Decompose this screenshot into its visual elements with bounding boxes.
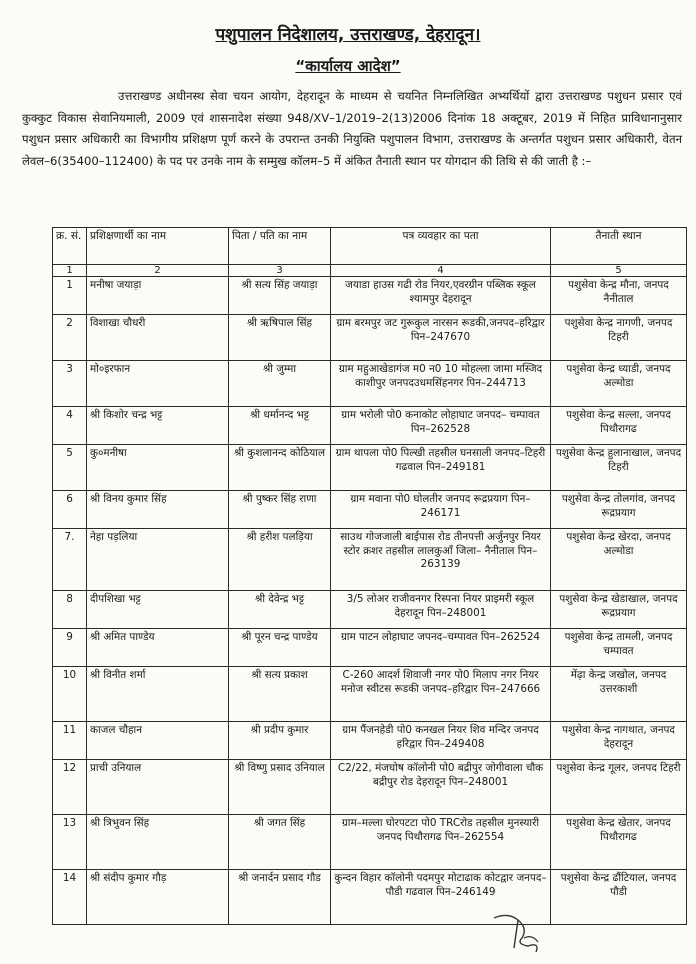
father-name: श्री ऋषिपाल सिंह	[229, 315, 331, 361]
header-serial: क्र. सं.	[53, 228, 87, 265]
father-name: श्री विष्णु प्रसाद उनियाल	[229, 760, 331, 815]
trainee-name: श्री विनीत शर्मा	[87, 667, 229, 722]
father-name: श्री पुष्कर सिंह राणा	[229, 491, 331, 529]
father-name: श्री कुशलानन्द कोठियाल	[229, 445, 331, 491]
column-number: 5	[551, 265, 687, 277]
order-title: “कार्यालय आदेश”	[295, 57, 401, 75]
row-serial: 9	[53, 629, 87, 667]
table-row	[53, 361, 687, 407]
posting-place: मेंढ़ा केन्द्र जखोल, जनपद उत्तरकाशी	[551, 667, 687, 722]
correspondence-address: ग्राम पैंजनहेडी पो0 कनखल नियर शिव मन्दिर जनपद हरिद्वार पिन–249408	[331, 722, 551, 760]
correspondence-address: ग्राम भरोली पो0 कनाकोट लोहाघाट जनपद– चम्पावत पिन–262528	[331, 407, 551, 445]
posting-place: पशुसेवा केन्द्र खेतार, जनपद पिथौरागढ	[551, 815, 687, 870]
table-row	[53, 722, 687, 760]
father-name: श्री धर्मानन्द भट्ट	[229, 407, 331, 445]
row-serial: 12	[53, 760, 87, 815]
posting-place: पशुसेवा केन्द्र मौना, जनपद नैनीताल	[551, 277, 687, 315]
posting-place: पशुसेवा केन्द्र नागणी, जनपद टिहरी	[551, 315, 687, 361]
row-serial: 8	[53, 591, 87, 629]
trainee-name: दीपशिखा भट्ट	[87, 591, 229, 629]
correspondence-address: ग्राम बरमपुर जट गुरूकुल नारसन रूडकी,जनपद–हरिद्वार पिन–247670	[331, 315, 551, 361]
father-name: श्री प्रदीप कुमार	[229, 722, 331, 760]
posting-place: पशुसेवा केन्द्र खेरदा, जनपद अल्मोडा	[551, 529, 687, 591]
intro-paragraph: उत्तराखण्ड अधीनस्थ सेवा चयन आयोग, देहरादून के माध्यम से चयनित निम्नलिखित अभ्यर्थियों द्वारा उत्तराखण्ड पशुधन प्रसार एवं कुक्कुट विकास सेवानियमाली, 2009 एवं शासनादेश संख्या 948/XV–1/2019–2(13)2006 दिनांक 18 अक्टूबर, 2019 में निहित प्राविधानानुसार पशुधन प्रसार अधिकारी का विभागीय प्रशिक्षण पूर्ण करने के उपरान्त उनकी नियुक्ति पशुपालन विभाग, उत्तराखण्ड के अन्तर्गत पशुधन प्रसार अधिकारी, वेतन लेवल–6(35400–112400) के पद पर उनके नाम के सम्मुख कॉलम–5 में अंकित तैनाती स्थान पर योगदान की तिथि से की जाती है :–	[22, 89, 682, 168]
column-number: 4	[331, 265, 551, 277]
trainee-name: श्री किशोर चन्द्र भट्ट	[87, 407, 229, 445]
posting-place: पशुसेवा केन्द्र गूलर, जनपद टिहरी	[551, 760, 687, 815]
posting-place: पशुसेवा केन्द्र नागथात, जनपद देहरादून	[551, 722, 687, 760]
table-row	[53, 445, 687, 491]
posting-place: पशुसेवा केन्द्र ढौंटियाल, जनपद पौडी	[551, 870, 687, 925]
correspondence-address: 3/5 लोअर राजीवनगर रिस्पना नियर प्राइमरी स्कूल देहरादून पिन–248001	[331, 591, 551, 629]
row-serial: 1	[53, 277, 87, 315]
row-serial: 7.	[53, 529, 87, 591]
row-serial: 11	[53, 722, 87, 760]
posting-place: पशुसेवा केन्द्र तोलगांव, जनपद रूद्रप्रयाग	[551, 491, 687, 529]
column-number: 1	[53, 265, 87, 277]
correspondence-address: जयाडा हाउस गढी रोड नियर,एवरग्रीन पब्लिक स्कूल श्यामपुर देहरादून	[331, 277, 551, 315]
trainee-name: प्राची उनियाल	[87, 760, 229, 815]
correspondence-address: ग्राम पाटन लोहाघाट जपनद–चम्पावत पिन–262524	[331, 629, 551, 667]
table-row	[53, 407, 687, 445]
signature-mark	[488, 908, 548, 958]
father-name: श्री हरीश पलड़िया	[229, 529, 331, 591]
father-name: श्री सत्य सिंह जयाड़ा	[229, 277, 331, 315]
correspondence-address: ग्राम महुआखेडागंज म0 न0 10 मोहल्ला जामा मस्जिद काशीपुर जनपदउधमसिंहनगर पिन–244713	[331, 361, 551, 407]
header-address: पत्र व्यवहार का पता	[331, 228, 551, 265]
table-row	[53, 629, 687, 667]
trainee-name: विशाखा चौधरी	[87, 315, 229, 361]
posting-place: पशुसेवा केन्द्र तामली, जनपद चम्पावत	[551, 629, 687, 667]
trainee-name: कु०मनीषा	[87, 445, 229, 491]
row-serial: 5	[53, 445, 87, 491]
table-row	[53, 667, 687, 722]
row-serial: 14	[53, 870, 87, 925]
correspondence-address: C-260 आदर्श शिवाजी नगर पो0 मिलाप नगर नियर मनोज स्वीटस रूडकी जनपद–हरिद्वार पिन–247666	[331, 667, 551, 722]
posting-place: पशुसेवा केन्द्र हुलानाखाल, जनपद टिहरी	[551, 445, 687, 491]
trainee-name: नेहा पड़लिया	[87, 529, 229, 591]
correspondence-address: ग्राम मवाना पो0 घोलतीर जनपद रूद्रप्रयाग पिन–246171	[331, 491, 551, 529]
table-row	[53, 491, 687, 529]
trainee-name: श्री अमित पाण्डेय	[87, 629, 229, 667]
row-serial: 6	[53, 491, 87, 529]
posting-place: पशुसेवा केन्द्र खेडाखाल, जनपद रूद्रप्रयाग	[551, 591, 687, 629]
table-row	[53, 870, 687, 925]
father-name: श्री सत्य प्रकाश	[229, 667, 331, 722]
trainee-name: श्री संदीप कुमार गौड़	[87, 870, 229, 925]
row-serial: 3	[53, 361, 87, 407]
father-name: श्री जनार्दन प्रसाद गौड	[229, 870, 331, 925]
table-row	[53, 529, 687, 591]
correspondence-address: कुन्दन विहार कॉलोनी पदमपुर मोटाढाक कोटद्वार जनपद–पौडी गढवाल पिन–246149	[331, 870, 551, 925]
father-name: श्री देवेन्द्र भट्ट	[229, 591, 331, 629]
father-name: श्री जुम्मा	[229, 361, 331, 407]
column-number-row	[53, 265, 687, 277]
trainee-name: मो०इरफान	[87, 361, 229, 407]
trainee-name: मनीषा जयाड़ा	[87, 277, 229, 315]
table-row	[53, 277, 687, 315]
column-number: 2	[87, 265, 229, 277]
row-serial: 4	[53, 407, 87, 445]
office-title: पशुपालन निदेशालय, उत्तराखण्ड, देहरादून।	[215, 25, 481, 45]
trainee-name: श्री त्रिभुवन सिंह	[87, 815, 229, 870]
correspondence-address: C2/22, मंजघोष कॉलोनी पो0 बद्रीपुर जोगीवाला चौक बद्रीपुर रोड देहरादून पिन–248001	[331, 760, 551, 815]
posting-place: पशुसेवा केन्द्र सल्ला, जनपद पिथौरागढ	[551, 407, 687, 445]
table-header-row	[53, 228, 687, 265]
column-number: 3	[229, 265, 331, 277]
appointment-table	[52, 227, 687, 925]
header-name: प्रशिक्षणार्थी का नाम	[87, 228, 229, 265]
correspondence-address: साउथ गोजजाली बाईपास रोड तीनपत्ती अर्जुनपुर नियर स्टोर क्रशर तहसील लालकुआँ जिला– नैनीताल पिन–263139	[331, 529, 551, 591]
table-row	[53, 815, 687, 870]
correspondence-address: ग्राम थापला पो0 पिल्खी तहसील घनसाली जनपद–टिहरी गढवाल पिन–249181	[331, 445, 551, 491]
posting-place: पशुसेवा केन्द्र ध्याडी, जनपद अल्मोडा	[551, 361, 687, 407]
header-posting: तैनाती स्थान	[551, 228, 687, 265]
row-serial: 10	[53, 667, 87, 722]
trainee-name: काजल चौहान	[87, 722, 229, 760]
table-row	[53, 591, 687, 629]
table-row	[53, 760, 687, 815]
table-body	[53, 277, 687, 925]
correspondence-address: ग्राम–मल्ला घोरपटटा पो0 TRCरोड तहसील मुनस्यारी जनपद पिथौरागढ पिन–262554	[331, 815, 551, 870]
table-row	[53, 315, 687, 361]
father-name: श्री पूरन चन्द्र पाण्डेय	[229, 629, 331, 667]
row-serial: 13	[53, 815, 87, 870]
header-father: पिता / पति का नाम	[229, 228, 331, 265]
row-serial: 2	[53, 315, 87, 361]
trainee-name: श्री विनय कुमार सिंह	[87, 491, 229, 529]
father-name: श्री जगत सिंह	[229, 815, 331, 870]
